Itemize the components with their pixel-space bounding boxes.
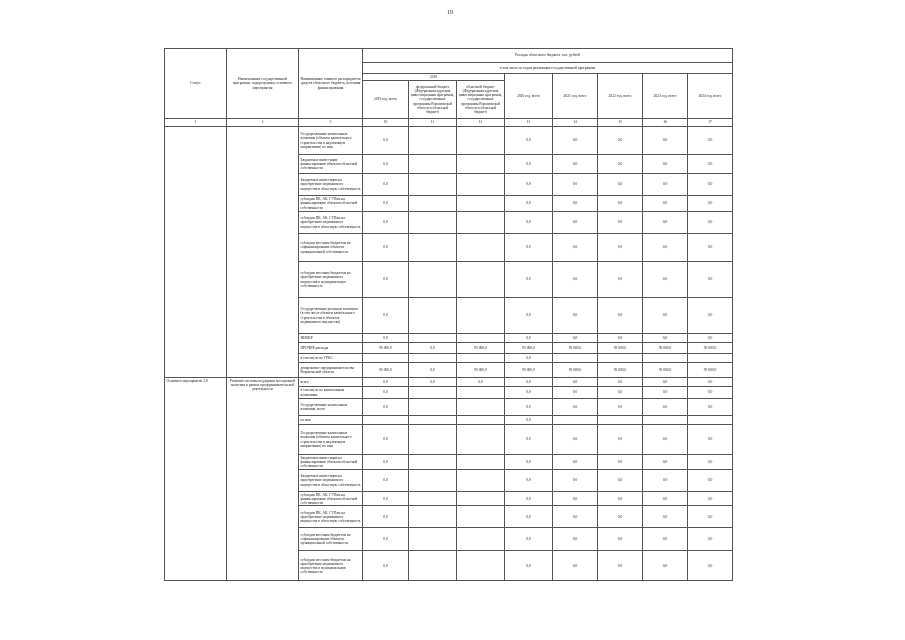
column-index: 14 — [553, 119, 598, 127]
value-cell: 95 000,0 — [505, 343, 553, 354]
value-cell — [457, 416, 505, 425]
header-2021: 2021 год, всего — [553, 74, 598, 119]
value-cell: 95 000,0 — [457, 363, 505, 378]
value-cell: 0,0 — [553, 378, 598, 387]
value-cell: 0,0 — [688, 196, 733, 212]
value-cell: 0,0 — [505, 425, 553, 455]
value-cell: 0,0 — [457, 378, 505, 387]
value-cell: 0,0 — [643, 387, 688, 399]
value-cell — [457, 387, 505, 399]
value-cell — [363, 416, 409, 425]
value-cell: 0,0 — [688, 155, 733, 174]
value-cell: 0,0 — [409, 378, 457, 387]
value-cell: 0,0 — [505, 492, 553, 506]
column-index: 11 — [409, 119, 457, 127]
value-cell: 95 000,0 — [457, 343, 505, 354]
value-cell: 95 000,0 — [688, 363, 733, 378]
value-cell — [457, 196, 505, 212]
measure-status: Основное мероприятие 2.8 — [165, 378, 227, 581]
value-cell: 95 000,0 — [505, 363, 553, 378]
header-program: Наименование государственной программы, подпрограммы, основного мероприятия — [227, 49, 299, 119]
header-expenses: Расходы областного бюджета, тыс. рублей — [363, 49, 733, 63]
value-cell: 0,0 — [505, 416, 553, 425]
value-cell: 0,0 — [643, 155, 688, 174]
program-cell-empty — [227, 127, 299, 378]
value-cell: 0,0 — [363, 528, 409, 551]
value-cell: 0,0 — [363, 298, 409, 334]
value-cell: 0,0 — [643, 262, 688, 298]
value-cell: 0,0 — [643, 470, 688, 492]
value-cell — [457, 528, 505, 551]
value-cell: 0,0 — [643, 378, 688, 387]
row-label: субсидии ПК, АК, ГУПам на финансирование объектов областной собственности — [299, 492, 363, 506]
value-cell: 0,0 — [505, 354, 553, 363]
value-cell: 95 000,0 — [553, 343, 598, 354]
value-cell — [409, 212, 457, 234]
value-cell — [409, 234, 457, 262]
value-cell: 0,0 — [688, 174, 733, 196]
value-cell: 0,0 — [505, 528, 553, 551]
row-label: Бюджетные инвестиции финансирование объектов областной собственности — [299, 155, 363, 174]
value-cell: 0,0 — [688, 387, 733, 399]
value-cell: 0,0 — [598, 234, 643, 262]
column-index: 16 — [643, 119, 688, 127]
value-cell: 0,0 — [553, 155, 598, 174]
value-cell: 0,0 — [505, 334, 553, 343]
value-cell: 0,0 — [553, 492, 598, 506]
row-label: субсидии ПК, АК, ГУПам на приобретение недвижимого имущества в областную собственность — [299, 506, 363, 528]
value-cell: 0,0 — [363, 174, 409, 196]
value-cell: 0,0 — [688, 399, 733, 416]
value-cell: 0,0 — [505, 378, 553, 387]
value-cell — [409, 506, 457, 528]
value-cell: 0,0 — [553, 196, 598, 212]
value-cell: 0,0 — [505, 127, 553, 155]
value-cell: 0,0 — [553, 234, 598, 262]
value-cell — [457, 262, 505, 298]
table-body — [165, 127, 733, 581]
header-subtitle: в том числе по годам реализации государственной программы — [363, 63, 733, 74]
value-cell: 95 000,0 — [363, 363, 409, 378]
value-cell: 0,0 — [505, 506, 553, 528]
row-label: субсидии ПК, АК, ГУПам на финансирование объектов областной собственности — [299, 196, 363, 212]
value-cell: 0,0 — [363, 155, 409, 174]
value-cell: 0,0 — [598, 506, 643, 528]
page-number: 19 — [447, 10, 453, 16]
value-cell: 95 000,0 — [598, 343, 643, 354]
row-label: в том числе по ГРБС: — [299, 354, 363, 363]
value-cell: 0,0 — [363, 378, 409, 387]
value-cell: 0,0 — [553, 506, 598, 528]
value-cell: 0,0 — [363, 196, 409, 212]
value-cell — [688, 354, 733, 363]
value-cell — [553, 354, 598, 363]
value-cell — [598, 416, 643, 425]
value-cell — [457, 155, 505, 174]
value-cell — [409, 334, 457, 343]
value-cell: 0,0 — [505, 174, 553, 196]
value-cell: 0,0 — [553, 334, 598, 343]
value-cell: 0,0 — [688, 551, 733, 581]
header-fed-source: федеральный бюджет (Федеральная адресная инвестиционная программа, государственные программы Воронежской области и областной бюджет) — [409, 81, 457, 119]
value-cell: 0,0 — [688, 425, 733, 455]
value-cell: 0,0 — [643, 174, 688, 196]
value-cell: 0,0 — [643, 127, 688, 155]
value-cell — [688, 416, 733, 425]
value-cell: 0,0 — [363, 212, 409, 234]
value-cell — [457, 354, 505, 363]
value-cell: 0,0 — [553, 262, 598, 298]
value-cell: 95 000,0 — [363, 343, 409, 354]
value-cell: 0,0 — [505, 155, 553, 174]
value-cell: 0,0 — [643, 551, 688, 581]
row-label: Государственные реальные вложения (в том числе объекты капитального строительства в объектах недвижимого имущества) — [299, 298, 363, 334]
value-cell: 0,0 — [363, 262, 409, 298]
header-2019-total: 2019 год, всего — [363, 81, 409, 119]
value-cell: 0,0 — [688, 492, 733, 506]
value-cell — [457, 425, 505, 455]
measure-name: Развитие системы поддержки молодежной политики в рамках предпринимательской деятельности — [227, 378, 299, 581]
row-label: субсидии местным бюджетам на приобретение недвижимого имущества в муниципальную собственность — [299, 551, 363, 581]
value-cell: 0,0 — [363, 470, 409, 492]
row-label: ПРОЧИЕ расходы — [299, 343, 363, 354]
value-cell: 0,0 — [598, 425, 643, 455]
value-cell: 0,0 — [643, 196, 688, 212]
value-cell: 95 000,0 — [553, 363, 598, 378]
row-label: из них: — [299, 416, 363, 425]
value-cell: 0,0 — [598, 127, 643, 155]
value-cell — [409, 528, 457, 551]
value-cell: 0,0 — [643, 334, 688, 343]
header-2023: 2023 год, всего — [643, 74, 688, 119]
value-cell: 0,0 — [688, 298, 733, 334]
value-cell: 0,0 — [598, 212, 643, 234]
value-cell: 0,0 — [505, 196, 553, 212]
value-cell: 0,0 — [409, 343, 457, 354]
value-cell — [457, 127, 505, 155]
value-cell: 0,0 — [688, 528, 733, 551]
budget-table — [164, 48, 733, 581]
row-label: департамент предпринимательства Воронежской области — [299, 363, 363, 378]
value-cell: 0,0 — [598, 492, 643, 506]
value-cell: 0,0 — [363, 334, 409, 343]
column-index: 15 — [598, 119, 643, 127]
value-cell: 0,0 — [553, 212, 598, 234]
row-label: Бюджетные инвестиции на приобретение недвижимого имущества в областную собственность — [299, 470, 363, 492]
value-cell — [457, 455, 505, 470]
value-cell — [457, 492, 505, 506]
value-cell: 0,0 — [643, 298, 688, 334]
row-label: в том числе по капитальным вложениям — [299, 387, 363, 399]
value-cell: 0,0 — [598, 298, 643, 334]
value-cell: 0,0 — [598, 528, 643, 551]
value-cell — [457, 334, 505, 343]
value-cell: 0,0 — [553, 127, 598, 155]
row-label: субсидии местным бюджетам на софинансирование объектов муниципальной собственности — [299, 528, 363, 551]
header-year-2019: 2019 — [363, 74, 505, 81]
value-cell: 0,0 — [643, 492, 688, 506]
column-index: 2 — [227, 119, 299, 127]
value-cell — [409, 470, 457, 492]
value-cell — [409, 262, 457, 298]
column-index: 13 — [505, 119, 553, 127]
value-cell: 0,0 — [688, 455, 733, 470]
column-index: 1 — [165, 119, 227, 127]
value-cell: 0,0 — [363, 506, 409, 528]
value-cell: 0,0 — [553, 528, 598, 551]
value-cell: 0,0 — [553, 174, 598, 196]
value-cell — [553, 416, 598, 425]
row-label: Государственные капитальные вложения, всего — [299, 399, 363, 416]
column-index: 10 — [363, 119, 409, 127]
column-index: 12 — [457, 119, 505, 127]
row-label: Государственные капитальные вложения (объекты капитального строительства в надлежащем направлении) по ним — [299, 127, 363, 155]
value-cell: 0,0 — [553, 298, 598, 334]
value-cell: 0,0 — [643, 528, 688, 551]
value-cell: 95 000,0 — [598, 363, 643, 378]
value-cell — [409, 174, 457, 196]
value-cell: 0,0 — [643, 234, 688, 262]
value-cell: 0,0 — [688, 506, 733, 528]
value-cell — [409, 551, 457, 581]
value-cell: 0,0 — [505, 551, 553, 581]
value-cell: 0,0 — [553, 455, 598, 470]
value-cell: 0,0 — [505, 298, 553, 334]
value-cell — [598, 354, 643, 363]
value-cell — [643, 354, 688, 363]
value-cell: 0,0 — [598, 334, 643, 343]
value-cell — [409, 196, 457, 212]
value-cell: 0,0 — [688, 334, 733, 343]
header-obl-source: областной бюджет (Федеральная адресная инвестиционная программа, государственные программы Воронежской области и областной бюджет) — [457, 81, 505, 119]
value-cell — [409, 455, 457, 470]
header-status: Статус — [165, 49, 227, 119]
value-cell: 0,0 — [598, 455, 643, 470]
value-cell: 0,0 — [505, 399, 553, 416]
value-cell: 0,0 — [553, 470, 598, 492]
column-index-row — [165, 119, 733, 127]
value-cell — [409, 416, 457, 425]
row-label: всего — [299, 378, 363, 387]
value-cell: 0,0 — [598, 551, 643, 581]
value-cell: 0,0 — [363, 234, 409, 262]
value-cell: 0,0 — [505, 387, 553, 399]
value-cell: 0,0 — [598, 387, 643, 399]
value-cell: 0,0 — [505, 262, 553, 298]
value-cell: 0,0 — [363, 399, 409, 416]
value-cell: 0,0 — [598, 399, 643, 416]
value-cell: 0,0 — [643, 399, 688, 416]
value-cell — [457, 399, 505, 416]
value-cell: 95 000,0 — [643, 363, 688, 378]
value-cell: 0,0 — [598, 196, 643, 212]
value-cell: 95 000,0 — [688, 343, 733, 354]
value-cell — [409, 298, 457, 334]
value-cell — [409, 354, 457, 363]
row-label: Бюджетные инвестиции на приобретение недвижимого имущества в областную собственность — [299, 174, 363, 196]
value-cell: 0,0 — [643, 455, 688, 470]
value-cell: 0,0 — [688, 234, 733, 262]
value-cell — [457, 506, 505, 528]
header-2020: 2020 год, всего — [505, 74, 553, 119]
value-cell: 0,0 — [598, 378, 643, 387]
value-cell — [409, 492, 457, 506]
status-cell-empty — [165, 127, 227, 378]
value-cell: 0,0 — [688, 378, 733, 387]
value-cell: 0,0 — [598, 155, 643, 174]
value-cell: 0,0 — [688, 470, 733, 492]
value-cell: 0,0 — [363, 127, 409, 155]
header-source: Наименование главного распорядителя средств областного бюджета, источник финансирования — [299, 49, 363, 119]
value-cell: 0,0 — [505, 470, 553, 492]
value-cell: 0,0 — [363, 387, 409, 399]
value-cell — [643, 416, 688, 425]
value-cell — [457, 551, 505, 581]
value-cell: 0,0 — [643, 425, 688, 455]
column-index: 17 — [688, 119, 733, 127]
value-cell — [457, 298, 505, 334]
value-cell: 0,0 — [409, 363, 457, 378]
row-label: Бюджетные инвестиции на финансирование объектов областной собственности — [299, 455, 363, 470]
value-cell: 0,0 — [505, 455, 553, 470]
value-cell: 0,0 — [505, 212, 553, 234]
row-label: НИОКР — [299, 334, 363, 343]
value-cell: 0,0 — [643, 212, 688, 234]
row-label: субсидии местным бюджетам на приобретение недвижимого имущества в муниципальную собственность — [299, 262, 363, 298]
value-cell — [457, 174, 505, 196]
row-label: Государственные капитальные вложения (объекты капитального строительства в надлежащем направлении) по ним — [299, 425, 363, 455]
header-2024: 2024 год, всего — [688, 74, 733, 119]
value-cell: 0,0 — [505, 234, 553, 262]
value-cell: 0,0 — [553, 387, 598, 399]
value-cell: 95 000,0 — [643, 343, 688, 354]
value-cell: 0,0 — [363, 551, 409, 581]
row-label: субсидии ПК, АК, ГУПам на приобретение недвижимого имущества в областную собственность — [299, 212, 363, 234]
value-cell: 0,0 — [553, 551, 598, 581]
value-cell: 0,0 — [553, 425, 598, 455]
value-cell — [363, 354, 409, 363]
column-index: 3 — [299, 119, 363, 127]
table-row — [165, 378, 733, 387]
table-row — [165, 127, 733, 155]
value-cell — [409, 127, 457, 155]
value-cell: 0,0 — [688, 212, 733, 234]
value-cell — [457, 470, 505, 492]
value-cell — [409, 425, 457, 455]
value-cell: 0,0 — [598, 262, 643, 298]
header-2022: 2022 год, всего — [598, 74, 643, 119]
value-cell: 0,0 — [688, 262, 733, 298]
value-cell: 0,0 — [688, 127, 733, 155]
value-cell — [457, 234, 505, 262]
value-cell — [409, 155, 457, 174]
value-cell: 0,0 — [363, 425, 409, 455]
value-cell: 0,0 — [363, 492, 409, 506]
value-cell — [409, 399, 457, 416]
value-cell: 0,0 — [598, 174, 643, 196]
value-cell — [457, 212, 505, 234]
value-cell: 0,0 — [363, 455, 409, 470]
value-cell: 0,0 — [598, 470, 643, 492]
row-label: субсидии местным бюджетам на софинансирование объектов муниципальной собственности — [299, 234, 363, 262]
value-cell: 0,0 — [553, 399, 598, 416]
value-cell: 0,0 — [643, 506, 688, 528]
value-cell — [409, 387, 457, 399]
